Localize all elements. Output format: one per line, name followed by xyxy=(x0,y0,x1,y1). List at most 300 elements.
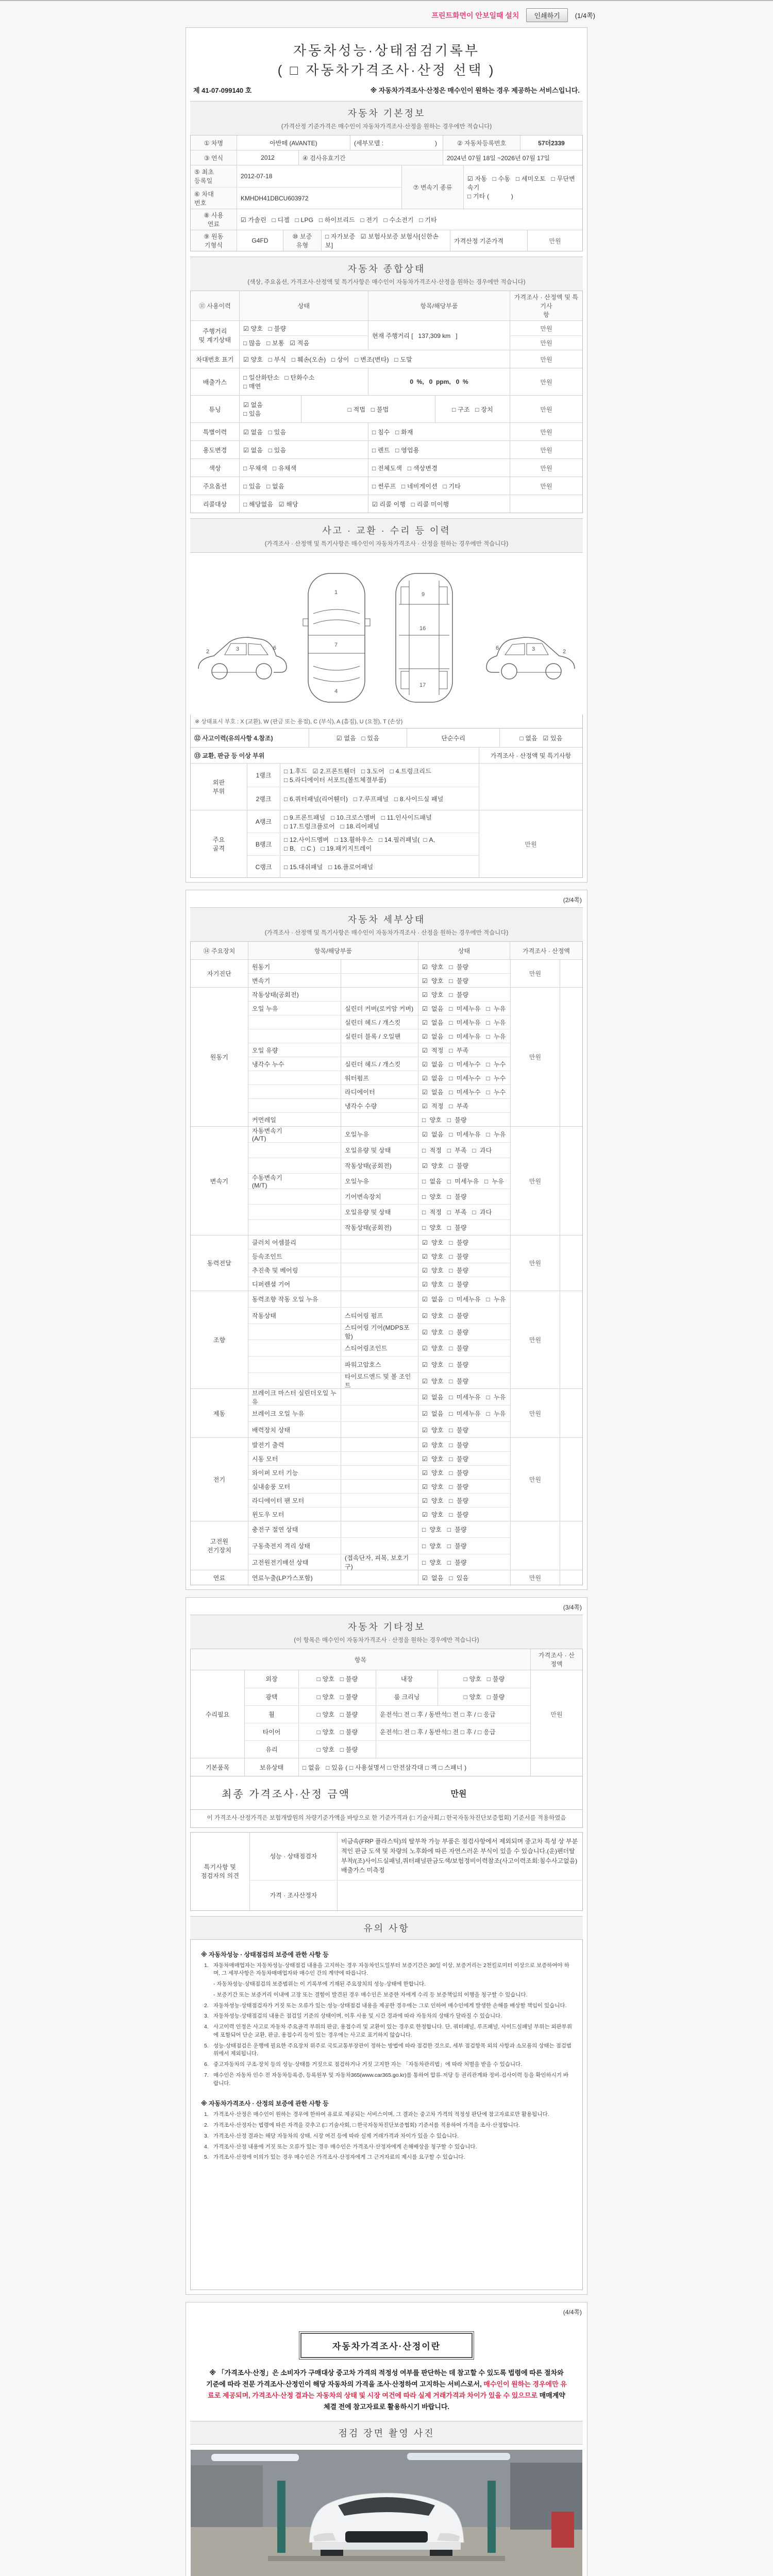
price-cell: 만원 xyxy=(511,960,560,987)
repair-tire-label: 타이어 xyxy=(245,1723,299,1740)
state-options: □ 적정 □ 부족 □ 과다 xyxy=(422,1209,492,1216)
row-recall-label: 리콜대상 xyxy=(191,495,240,513)
row-options-label: 주요옵션 xyxy=(191,477,240,495)
notice-item-text: 가격조사·산정은 매수인이 원하는 경우에 한하여 유료로 제공되는 서비스이며, 그 결과는 중고차 가격의 적정성 판단에 참고자료로만 활용됩니다. xyxy=(213,2111,549,2118)
table-row xyxy=(248,1357,510,1373)
item-label: 충전구 절연 상태 xyxy=(248,1521,341,1537)
page-marker-4: (4/4쪽) xyxy=(563,2308,582,2316)
notice-item xyxy=(204,2061,572,2069)
page-marker-2: (2/4쪽) xyxy=(563,896,582,904)
repair-polish-state: □ 양호 □ 불량 xyxy=(299,1688,376,1705)
col-state: 상태 xyxy=(418,942,510,959)
subitem-label xyxy=(341,974,418,987)
repair-exterior-state: □ 양호 □ 불량 xyxy=(299,1670,376,1687)
item-label: 원동기 xyxy=(248,960,341,973)
subitem-label: 오일유량 및 상태 xyxy=(341,1205,418,1219)
item-label: 오일 누유 xyxy=(248,1002,341,1015)
table-row xyxy=(248,1143,510,1158)
table-row xyxy=(248,1205,510,1220)
print-button[interactable]: 인쇄하기 xyxy=(526,8,567,22)
state-options: ☑ 양호 □ 불량 xyxy=(422,1377,469,1385)
label-car-name: ① 차명 xyxy=(191,135,237,150)
usage-change-state: ☑ 없음 □ 있음 xyxy=(240,441,368,459)
item-label: 수동변속기 (M/T) xyxy=(248,1174,341,1189)
notice-item xyxy=(204,2002,572,2010)
subitem-label: 스티어링조인트 xyxy=(341,1340,418,1356)
state-options: ☑ 양호 □ 불량 xyxy=(422,1252,469,1260)
tuning-legality: □ 적법 □ 불법 xyxy=(301,396,435,422)
value-vin: KMHDH41DBCU603972 xyxy=(241,194,309,202)
subitem-label xyxy=(341,1422,418,1438)
accident-history-label: ⑫ 사고이력(유의사항 4.참조) xyxy=(191,728,309,747)
transmission-options: ☑ 자동 □ 수동 □ 세미오토 □ 무단변속기 □ 기타 ( ) xyxy=(467,175,575,200)
section-subtitle: (이 항목은 매수인이 자동차가격조사 · 산정을 원하는 경우에만 적습니다) xyxy=(294,1637,479,1644)
final-price-row xyxy=(190,1776,583,1810)
page-2 xyxy=(186,890,587,1590)
report-sheet xyxy=(186,27,587,2576)
emission-options: □ 일산화탄소 □ 탄화수소 □ 매연 xyxy=(240,368,368,395)
notice-item-text: 사고이력 인정은 사고로 자동차 주요골격 부위의 판금, 용접수리 및 교환이 있는 경우로 한정합니다. 단, 쿼터패널, 루프패널, 사이드실패널 부위는 외판부위에 포함되어 단순 교환, 판금, 용접수리 등이 있는 경우에는 사고로 표기하지 않습니다. xyxy=(213,2024,572,2038)
state-options: ☑ 없음 □ 미세누유 □ 누유 xyxy=(422,1296,506,1303)
table-row xyxy=(248,1389,510,1405)
title-line1: 자동차성능·상태점검기록부 xyxy=(293,43,480,58)
fuel-options: ☑ 가솔린 □ 디젤 □ LPG □ 하이브리드 □ 전기 □ 수소전기 □ 기타 xyxy=(241,216,437,224)
item-label: 와이퍼 모터 기능 xyxy=(248,1466,341,1479)
price-cell: 만원 xyxy=(511,1570,560,1585)
notice-item-number: 5. xyxy=(204,2154,209,2161)
subitem-label xyxy=(341,988,418,1001)
device-group-fuel xyxy=(191,1570,582,1585)
svg-text:6: 6 xyxy=(496,645,499,652)
appraiser-opinion-text xyxy=(338,1880,582,1910)
item-label: 구동축전지 격리 상태 xyxy=(248,1538,341,1554)
empty-cell xyxy=(510,495,582,513)
page-3 xyxy=(186,1597,587,2294)
state-options: ☑ 양호 □ 불량 xyxy=(422,963,469,971)
section-notices xyxy=(190,1916,583,1940)
opinion-label: 특기사항 및 점검자의 의견 xyxy=(191,1833,250,1910)
notice-item-number: 2. xyxy=(204,2122,209,2129)
car-diagram-left-side xyxy=(198,637,287,679)
notice-item-text: - 보증기간 또는 보증거리 이내에 고장 또는 결함이 발견된 경우 매수인은 보증한 자에게 수리 등 보증책임의 이행을 청구할 수 있습니다. xyxy=(213,1991,528,1998)
row-color-label: 색상 xyxy=(191,459,240,477)
section-title: 자동차 세부상태 xyxy=(347,914,426,925)
subitem-label xyxy=(341,1494,418,1507)
subitem-label: 오일유량 및 상태 xyxy=(341,1143,418,1158)
state-options: ☑ 양호 □ 불량 xyxy=(422,977,469,985)
state-options: ☑ 양호 □ 불량 xyxy=(422,1266,469,1274)
notice-item xyxy=(204,2012,572,2021)
value-inspection-validity: 2024년 07월 18일 ~2026년 07월 17일 xyxy=(447,154,550,162)
subitem-label: 오일누유 xyxy=(341,1174,418,1189)
state-options: ☑ 없음 □ 미세누유 □ 누유 xyxy=(422,1131,506,1139)
item-label: 자동변속기 (A/T) xyxy=(248,1127,341,1142)
subitem-label xyxy=(341,1438,418,1451)
device-group-transmission xyxy=(191,1127,582,1235)
notice-item-text: 가격조사·산정자는 법령에 따른 자격을 갖추고 (□ 기술사회, □ 한국자동차진단보증협회) 기준서를 적용하여 가격을 조사·산정합니다. xyxy=(213,2122,520,2129)
item-label: 라디에이터 팬 모터 xyxy=(248,1494,341,1507)
notice-item xyxy=(204,2042,572,2059)
section-title: 점검 장면 촬영 사진 xyxy=(338,2428,435,2438)
subitem-label xyxy=(341,1249,418,1263)
rank1-label: 1랭크 xyxy=(247,764,280,787)
label-inspection-validity: ④ 검사유효기간 xyxy=(299,150,443,165)
repair-polish-label: 광택 xyxy=(245,1688,299,1705)
subitem-label: 실린더 커버(로커암 커버) xyxy=(341,1002,418,1015)
subitem-label: 실린더 블록 / 오일팬 xyxy=(341,1029,418,1043)
subitem-label xyxy=(341,1570,418,1585)
table-row xyxy=(248,1452,510,1466)
special-history-state: ☑ 없음 □ 있음 xyxy=(240,423,368,440)
table-row xyxy=(248,1015,510,1029)
device-label: 연료 xyxy=(191,1570,248,1585)
empty-cell xyxy=(560,1521,582,1570)
notice-item xyxy=(204,1962,572,1978)
section-basic-info xyxy=(190,101,583,135)
section-title: 자동차 기타정보 xyxy=(347,1622,426,1633)
item-label: 추진축 및 베어링 xyxy=(248,1263,341,1277)
state-options: ☑ 양호 □ 불량 xyxy=(422,1328,469,1336)
final-price-unit: 만원 xyxy=(450,1789,467,1799)
section-subtitle: (색상, 주요옵션, 가격조사·산정액 및 특기사항은 매수인이 자동차가격조사·산정을 원하는 경우에만 적습니다) xyxy=(247,279,526,286)
subitem-label: 작동상태(공회전) xyxy=(341,1220,418,1235)
subitem-label: 작동상태(공회전) xyxy=(341,1158,418,1173)
svg-text:3: 3 xyxy=(532,646,535,653)
definition-text-1: ※ 「가격조사·산정」은 소비자가 구매대상 중고차 가격의 적정성 여부를 판단하는 데 참고할 수 있도록 법령에 따른 절차와 기준에 따라 전문 가격조사·산정인이 해당 자동차의 가격을 조사·산정하여 고지하는 서비스로서, xyxy=(206,2368,564,2388)
state-options: □ 양호 □ 불량 xyxy=(422,1193,467,1200)
empty-cell xyxy=(560,1291,582,1388)
repair-roomcleaning-label: 룸 크리닝 xyxy=(376,1688,438,1705)
notice-item-number: 6. xyxy=(204,2061,209,2068)
section-inspection-photos xyxy=(190,2421,583,2445)
state-options: ☑ 없음 □ 미세누수 □ 누수 xyxy=(422,1088,506,1096)
value-engine-type: G4FD xyxy=(237,230,283,251)
subitem-label xyxy=(341,960,418,973)
appraisal-definition-title: 자동차가격조사·산정이란 xyxy=(300,2333,473,2358)
state-options: ☑ 적정 □ 부족 xyxy=(422,1102,469,1110)
page-marker-3: (3/4쪽) xyxy=(563,1604,582,1612)
value-reg-number: 57더2339 xyxy=(538,139,565,147)
empty-cell xyxy=(560,960,582,987)
table-row xyxy=(248,1189,510,1205)
notice-item-number xyxy=(204,1980,213,1989)
notice-item-text: 중고자동차의 구조·장치 등의 성능·상태를 거짓으로 점검하거나 거짓 고지한 자는 「자동차관리법」에 따라 처벌을 받을 수 있습니다. xyxy=(213,2061,523,2068)
state-options: ☑ 양호 □ 불량 xyxy=(422,1162,469,1170)
usage-change-kind: □ 렌트 □ 영업용 xyxy=(368,441,510,459)
label-vin: ⑥ 차대 번호 xyxy=(191,188,237,209)
subitem-label: 스티어링 기어(MDPS포함) xyxy=(341,1324,418,1340)
notice-item-text: 자동차매매업자는 자동차성능·상태점검 내용을 고지하는 경우 자동차인도일부터 보증기간은 30일 이상, 보증거리는 2천킬로미터 이상으로 보증하여야 하며, 그 세부사항은 자동차매매업자와 매수인 간의 계약에 따릅니다. xyxy=(213,1962,569,1977)
notice-item xyxy=(204,1991,572,1999)
repair-wheel-label: 휠 xyxy=(245,1706,299,1723)
page-4 xyxy=(186,2302,587,2576)
notice-item xyxy=(204,2023,572,2040)
item-label: 발전기 출력 xyxy=(248,1438,341,1451)
col-price: 가격조사 · 산정액 및 특기사 항 xyxy=(510,291,582,320)
recall-state: □ 해당없음 ☑ 해당 xyxy=(240,495,368,513)
state-options: ☑ 양호 □ 불량 xyxy=(422,1312,469,1319)
subitem-label: 냉각수 수량 xyxy=(341,1099,418,1112)
detail-condition-table xyxy=(190,942,583,1585)
options-state: □ 있음 □ 없음 xyxy=(240,477,368,495)
section-title: 유의 사항 xyxy=(363,1923,410,1934)
inspector-opinion-text: 비금속(FRP 플라스틱)의 탈부착 가능 부품은 점검사항에서 제외되며 중고차 특성 상 부분적인 판금 도색 및 차량의 노후화에 따른 자연스러운 부식이 있을 수 있습니다.(운)펜더탈부착/(조)사이드실패널,쿼터패널판금도색/보험정비이력참조(사고이력조회:침수사고없음) 배출가스 미측정 xyxy=(341,1838,579,1874)
rankB-parts: □ 12.사이드멤버 □ 13.휠하우스 □ 14.필러패널( □ A, □ B, □ C ) □ 19.패키지트레이 xyxy=(284,836,435,853)
device-group-powertrain xyxy=(191,1235,582,1291)
section-accident-history xyxy=(190,518,583,553)
item-label: 변속기 xyxy=(248,974,341,987)
label-warranty-type: ⑩ 보증 유형 xyxy=(283,230,322,251)
row-usage-change-label: 용도변경 xyxy=(191,441,240,459)
item-label xyxy=(248,1357,341,1372)
col-item: 항목/해당부품 xyxy=(368,291,510,320)
table-row xyxy=(248,1220,510,1235)
state-options: □ 양호 □ 불량 xyxy=(422,1224,467,1232)
current-mileage: 현재 주행거리 [ 137,309 km ] xyxy=(368,321,510,350)
mileage-amount-state: □ 많음 □ 보통 ☑ 적음 xyxy=(243,340,310,347)
item-label: 작동상태(공회전) xyxy=(248,988,341,1001)
item-label: 커먼레일 xyxy=(248,1113,341,1126)
notice-item xyxy=(204,2143,572,2151)
recall-fulfillment: ☑ 리콜 이행 □ 리콜 미이행 xyxy=(368,495,510,513)
overall-condition-table xyxy=(190,291,583,513)
device-label: 제동 xyxy=(191,1389,248,1437)
label-model-year: ③ 연식 xyxy=(191,150,237,165)
col-item: 항목 xyxy=(191,1649,531,1670)
price-cell: 만원 xyxy=(540,378,552,386)
device-group-engine xyxy=(191,988,582,1127)
definition-text-2: 매매계약 체결 전에 참고자료로 활용하시기 바랍니다. xyxy=(323,2391,565,2411)
table-row xyxy=(248,1099,510,1113)
device-label: 동력전달 xyxy=(191,1235,248,1291)
price-basis-note: 이 가격조사·산정가격은 보험개발원의 차량기준가액을 바탕으로 한 기준가격과 (□ 기술사회,□ 한국자동차진단보증협회) 기준서를 적용하였음 xyxy=(190,1810,583,1827)
price-cell: 만원 xyxy=(511,1235,560,1291)
section-subtitle: (가격조사 · 산정액 및 특기사항은 매수인이 자동차가격조사 · 산정을 원하는 경우에만 적습니다) xyxy=(264,930,509,937)
state-options: ☑ 없음 □ 미세누유 □ 누유 xyxy=(422,1410,506,1417)
table-row xyxy=(248,1249,510,1263)
device-label: 전기 xyxy=(191,1438,248,1521)
state-options: ☑ 양호 □ 불량 xyxy=(422,1239,469,1246)
state-options: ☑ 없음 □ 있음 xyxy=(422,1574,469,1582)
state-options: ☑ 양호 □ 불량 xyxy=(422,1441,469,1449)
page-marker-1: (1/4쪽) xyxy=(575,12,595,20)
rankB-label: B랭크 xyxy=(247,833,280,855)
price-cell: 만원 xyxy=(540,446,552,454)
table-row xyxy=(248,1071,510,1085)
section-subtitle: (가격산정 기준가격은 매수인이 자동차가격조사·산정을 원하는 경우에만 적습니다) xyxy=(281,124,492,130)
main-frame-label: 주요 골격 xyxy=(191,810,247,877)
notice-item xyxy=(204,2122,572,2130)
device-label: 변속기 xyxy=(191,1127,248,1235)
state-options: ☑ 양호 □ 불량 xyxy=(422,1511,469,1518)
table-row xyxy=(248,1538,510,1554)
price-cell xyxy=(511,1521,560,1570)
price-cell: 만원 xyxy=(550,1710,563,1718)
item-label: 작동상태 xyxy=(248,1308,341,1324)
subitem-label xyxy=(341,1480,418,1493)
row-vin-marking-label: 차대번호 표기 xyxy=(191,350,240,368)
rankC-label: C랭크 xyxy=(247,856,280,878)
empty-cell xyxy=(560,1235,582,1291)
notice-item-text: 자동차성능·상태점검의 내용은 점검일 기준의 상태이며, 이후 사용 및 시간 경과에 따라 자동차의 상태가 달라질 수 있습니다. xyxy=(213,2013,502,2020)
notice-item-number xyxy=(204,1991,213,1999)
item-label: 클러치 어셈블리 xyxy=(248,1235,341,1249)
repair-roomcleaning-state: □ 양호 □ 불량 xyxy=(463,1693,505,1701)
options-kind: □ 썬루프 □ 네비게이션 □ 기타 xyxy=(368,477,510,495)
warranty-options: □ 자가보증 ☑ 보험사보증 보험사[신한손보] xyxy=(322,230,450,251)
row-emission-label: 배출가스 xyxy=(191,368,240,395)
price-cell: 만원 xyxy=(511,1438,560,1521)
col-device: ⑭ 주요장치 xyxy=(191,942,248,959)
notice-item-number: 7. xyxy=(204,2072,209,2078)
inspector-opinion-label: 성능 · 상태점검자 xyxy=(250,1833,338,1880)
empty-cell xyxy=(560,1389,582,1437)
item-label: 브레이크 오일 누유 xyxy=(248,1405,341,1421)
price-cell: 만원 xyxy=(540,464,552,472)
item-label: 동력조향 작동 오일 누유 xyxy=(248,1291,341,1307)
subitem-label xyxy=(341,1043,418,1057)
notice-item-text: 성능·상태점검은 운행에 필요한 주요장치 위주로 국토교통부장관이 정하는 방법에 따라 점검한 것으로, 세부 점검항목 외의 사항과 소모품의 상태는 점검범위에서 제외됩니다. xyxy=(213,2042,572,2057)
svg-text:7: 7 xyxy=(334,642,338,649)
item-label xyxy=(248,1071,341,1084)
subitem-label: 실린더 헤드 / 개스킷 xyxy=(341,1057,418,1071)
subitem-label xyxy=(341,1452,418,1465)
vehicle-diagrams xyxy=(190,553,583,715)
table-row xyxy=(248,1340,510,1357)
print-toolbar xyxy=(178,1,595,27)
label-base-price: 가격산정 기준가격 xyxy=(450,230,528,251)
subitem-label xyxy=(341,1389,418,1405)
empty-cell xyxy=(560,1570,582,1585)
appraisal-definition-paragraph xyxy=(206,2367,567,2413)
subitem-label xyxy=(341,1466,418,1479)
table-row xyxy=(248,1507,510,1521)
col-price: 가격조사 · 산 정액 xyxy=(531,1649,582,1670)
table-row xyxy=(248,1174,510,1189)
item-label: 냉각수 누수 xyxy=(248,1057,341,1071)
tuning-state: ☑ 없음 □ 있음 xyxy=(240,396,301,422)
state-options: ☑ 양호 □ 불량 xyxy=(422,991,469,998)
table-row xyxy=(248,1291,510,1308)
notice-item-number: 3. xyxy=(204,2013,209,2020)
subitem-label xyxy=(341,1538,418,1554)
repair-tire-state: □ 양호 □ 불량 xyxy=(299,1723,376,1740)
car-diagram-right-side xyxy=(486,637,575,679)
repair-interior-state: □ 양호 □ 불량 xyxy=(463,1675,505,1683)
device-group-self-diagnosis xyxy=(191,960,582,988)
table-row xyxy=(248,974,510,987)
section-title: 자동차 기본정보 xyxy=(347,108,426,119)
svg-text:1: 1 xyxy=(334,589,338,596)
row-tuning-label: 튜닝 xyxy=(191,396,240,422)
label-transmission: ⑦ 변속기 종류 xyxy=(402,165,464,209)
item-label xyxy=(248,1099,341,1112)
svg-text:2: 2 xyxy=(206,649,210,655)
printer-install-notice[interactable]: 프린트화면이 안보일때 설치 xyxy=(431,11,519,20)
notice-item-text: 가격조사·산정 결과는 해당 자동차의 상태, 시장 여건 등에 따라 실제 거래가격과 차이가 있을 수 있습니다. xyxy=(213,2132,459,2139)
notice-item xyxy=(204,2154,572,2162)
state-options: ☑ 없음 □ 미세누유 □ 누유 xyxy=(422,1019,506,1026)
special-history-kind: □ 침수 □ 화재 xyxy=(368,423,510,440)
section-title: 사고 · 교환 · 수리 등 이력 xyxy=(322,526,451,536)
subitem-label xyxy=(341,1277,418,1291)
notice-item-text: 가격조사·산정에 이의가 있는 경우 매수인은 가격조사·산정자에게 그 근거자료의 제시를 요구할 수 있습니다. xyxy=(213,2154,465,2161)
svg-text:17: 17 xyxy=(419,682,426,689)
price-cell: 만원 xyxy=(540,325,552,332)
device-label: 조향 xyxy=(191,1291,248,1388)
table-row xyxy=(248,1043,510,1057)
state-options: ☑ 없음 □ 미세누수 □ 누수 xyxy=(422,1060,506,1068)
col-item: 항목/해당부품 xyxy=(248,942,418,959)
subitem-label: (접속단자, 피복, 보호기구) xyxy=(341,1554,418,1570)
accident-history-state: ☑ 없음 □ 있음 xyxy=(309,728,407,747)
price-cell: 만원 xyxy=(540,428,552,436)
main-frame-price: 만원 xyxy=(525,840,537,848)
table-row xyxy=(248,1521,510,1538)
price-cell: 만원 xyxy=(511,1389,560,1437)
table-row xyxy=(248,988,510,1002)
value-car-name: 아반떼 (AVANTE) xyxy=(237,135,350,150)
table-row xyxy=(248,1002,510,1015)
label-reg-number: ② 자동차등록번호 xyxy=(443,135,520,150)
repair-glass-label: 유리 xyxy=(245,1741,299,1758)
rank2-label: 2랭크 xyxy=(247,787,280,810)
tuning-kind: □ 구조 □ 장치 xyxy=(435,396,510,422)
item-label xyxy=(248,1324,341,1340)
device-group-braking xyxy=(191,1389,582,1438)
item-label: 고전원전기배선 상태 xyxy=(248,1554,341,1570)
table-row xyxy=(248,1113,510,1126)
rankA-label: A랭크 xyxy=(247,810,280,833)
svg-text:2: 2 xyxy=(563,649,566,655)
basic-items-label: 기본품목 xyxy=(191,1758,245,1776)
svg-text:9: 9 xyxy=(422,591,425,598)
device-group-steering xyxy=(191,1291,582,1389)
inspection-photo-1 xyxy=(190,2445,583,2576)
state-options: ☑ 양호 □ 불량 xyxy=(422,1345,469,1352)
item-label xyxy=(248,1085,341,1098)
notice-heading-1: ※ 자동차성능 · 상태점검의 보증에 관한 사항 등 xyxy=(201,1951,329,1958)
col-price: 가격조사 · 산정액 xyxy=(510,942,582,959)
item-label xyxy=(248,1373,341,1389)
svg-text:16: 16 xyxy=(419,625,426,632)
item-label xyxy=(248,1220,341,1235)
diagram-state-legend: ※ 상태표시 부호 : X (교환), W (판금 또는 용접), C (부식), A (흠집), U (요철), T (손상) xyxy=(190,715,583,728)
outer-panel-price xyxy=(479,764,582,810)
notice-item-text: 자동차성능·상태점검자가 거짓 또는 오류가 있는 성능·상태점검 내용을 제공한 경우에는 그로 인하여 매수인에게 발생한 손해를 배상할 책임이 있습니다. xyxy=(213,2002,567,2009)
svg-text:6: 6 xyxy=(273,645,277,652)
subitem-label xyxy=(341,1113,418,1126)
table-row xyxy=(248,1277,510,1291)
table-row xyxy=(248,1570,510,1585)
table-row xyxy=(248,1480,510,1494)
state-options: ☑ 양호 □ 불량 xyxy=(422,1361,469,1368)
state-options: ☑ 양호 □ 불량 xyxy=(422,1426,469,1434)
color-state: □ 무채색 □ 유채색 xyxy=(240,459,368,477)
subitem-label: 파워고압호스 xyxy=(341,1357,418,1372)
subitem-label: 실린더 헤드 / 개스킷 xyxy=(341,1015,418,1029)
table-row xyxy=(248,1085,510,1099)
state-options: ☑ 없음 □ 미세누유 □ 누유 xyxy=(422,1005,506,1012)
section-etc-info xyxy=(190,1615,583,1649)
table-row xyxy=(248,1235,510,1249)
appraiser-opinion-label: 가격 · 조사산정자 xyxy=(250,1880,338,1910)
notice-item xyxy=(204,1980,572,1989)
basic-info-table xyxy=(190,135,583,251)
notice-item-number: 4. xyxy=(204,2024,209,2030)
table-row xyxy=(248,1405,510,1422)
empty-cell xyxy=(560,988,582,1126)
